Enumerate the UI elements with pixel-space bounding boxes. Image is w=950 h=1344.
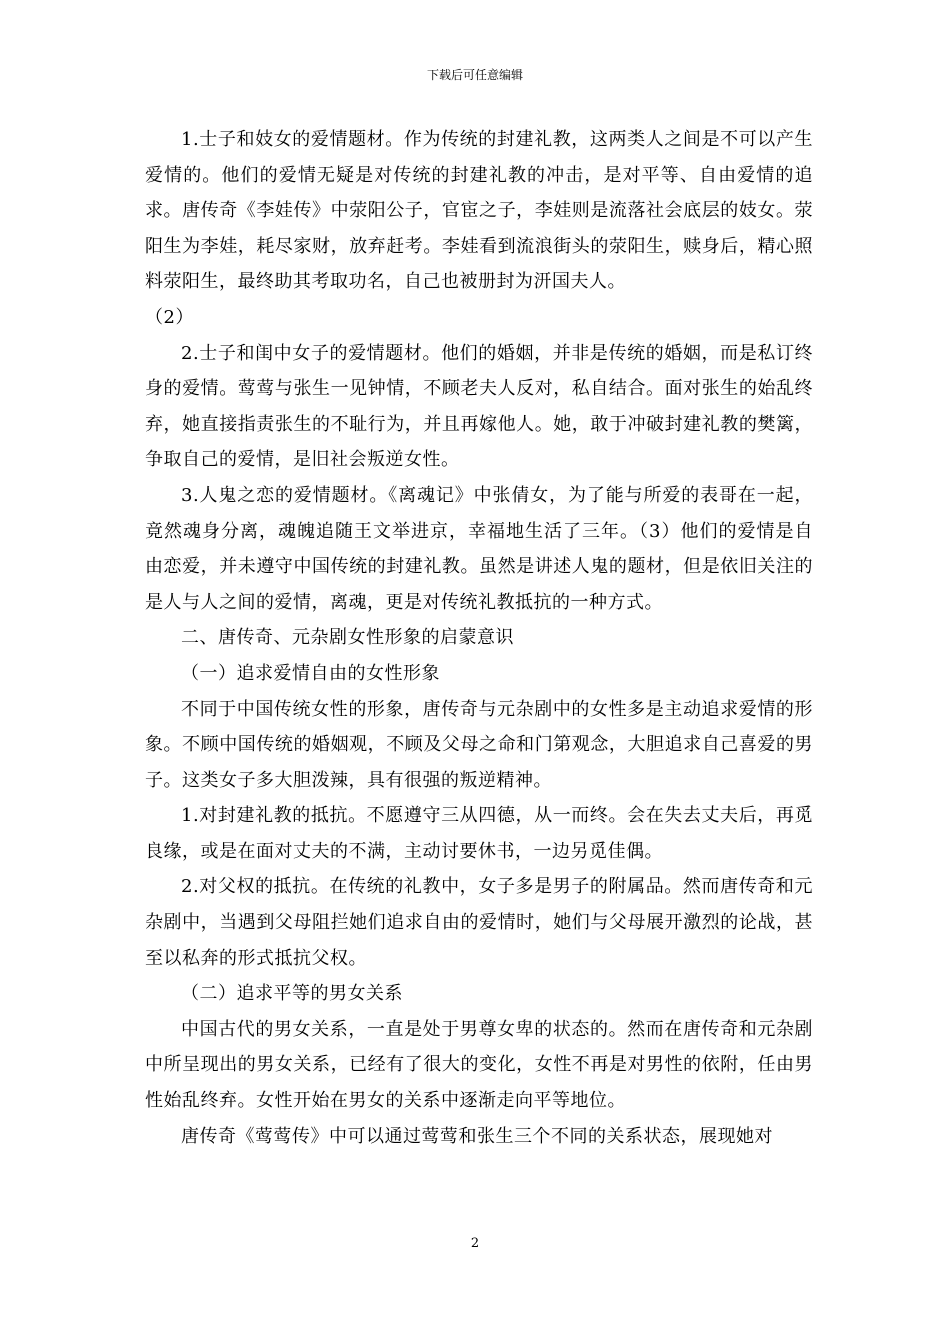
section-heading-enlightenment: 二、唐传奇、元杂剧女性形象的启蒙意识 (181, 627, 514, 649)
paragraph-human-ghost: 3.人鬼之恋的爱情题材。《离魂记》中张倩女，为了能与所爱的表哥在一起，竟然魂身分离，魂魄追随王文举进京，幸福地生活了三年。（3）他们的爱情是自由恋爱，并未遵守中国传统的封建礼教。虽然是讲述人鬼的题材，但是依旧关注的是人与人之间的爱情，离魂，更是对传统礼教抵抗的一种方式。 (145, 484, 813, 613)
page-header: 下载后可任意编辑 (426, 68, 523, 82)
paragraph-scholar-maiden: 2.士子和闺中女子的爱情题材。他们的婚姻，并非是传统的婚姻，而是私订终身的爱情。莺莺与张生一见钟情，不顾老夫人反对，私自结合。面对张生的始乱终弃，她直接指责张生的不耻行为，并且再嫁他人。她，敢于冲破封建礼教的樊篱，争取自己的爱情，是旧社会叛逆女性。 (145, 342, 813, 471)
document-body (145, 122, 813, 1154)
paragraph-gender-relations: 中国古代的男女关系，一直是处于男尊女卑的状态的。然而在唐传奇和元杂剧中所呈现出的男女关系，已经有了很大的变化，女性不再是对男性的依附，任由男性始乱终弃。女性开始在男女的关系中逐渐走向平等地位。 (145, 1018, 813, 1112)
paragraph-yingying-zhuan: 唐传奇《莺莺传》中可以通过莺莺和张生三个不同的关系状态，展现她对 (181, 1125, 773, 1147)
page-number: 2 (470, 1236, 480, 1251)
paragraph-scholar-courtesan: 1.士子和妓女的爱情题材。作为传统的封建礼教，这两类人之间是不可以产生爱情的。他们的爱情无疑是对传统的封建礼教的冲击，是对平等、自由爱情的追求。唐传奇《李娃传》中荥阳公子，官宦之子，李娃则是流落社会底层的妓女。荥阳生为李娃，耗尽家财，放弃赶考。李娃看到流浪街头的荥阳生，赎身后，精心照料荥阳生，最终助其考取功名，自己也被册封为汧国夫人。 (145, 129, 813, 293)
subsection-heading-equality: （二）追求平等的男女关系 (181, 983, 403, 1005)
paragraph-resist-patriarchy: 2.对父权的抵抗。在传统的礼教中，女子多是男子的附属品。然而唐传奇和元杂剧中，当遇到父母阻拦她们追求自由的爱情时，她们与父母展开激烈的论战，甚至以私奔的形式抵抗父权。 (145, 876, 813, 969)
paragraph-female-image: 不同于中国传统女性的形象，唐传奇与元杂剧中的女性多是主动追求爱情的形象。不顾中国传统的婚姻观，不顾及父母之命和门第观念，大胆追求自己喜爱的男子。这类女子多大胆泼辣，具有很强的叛逆精神。 (145, 698, 813, 791)
footnote-marker-2: （2） (145, 306, 194, 328)
paragraph-resist-feudal-ethics: 1.对封建礼教的抵抗。不愿遵守三从四德，从一而终。会在失去丈夫后，再觅良缘，或是在面对丈夫的不满，主动讨要休书，一边另觅佳偶。 (145, 805, 813, 862)
subsection-heading-love-freedom: （一）追求爱情自由的女性形象 (181, 662, 440, 684)
